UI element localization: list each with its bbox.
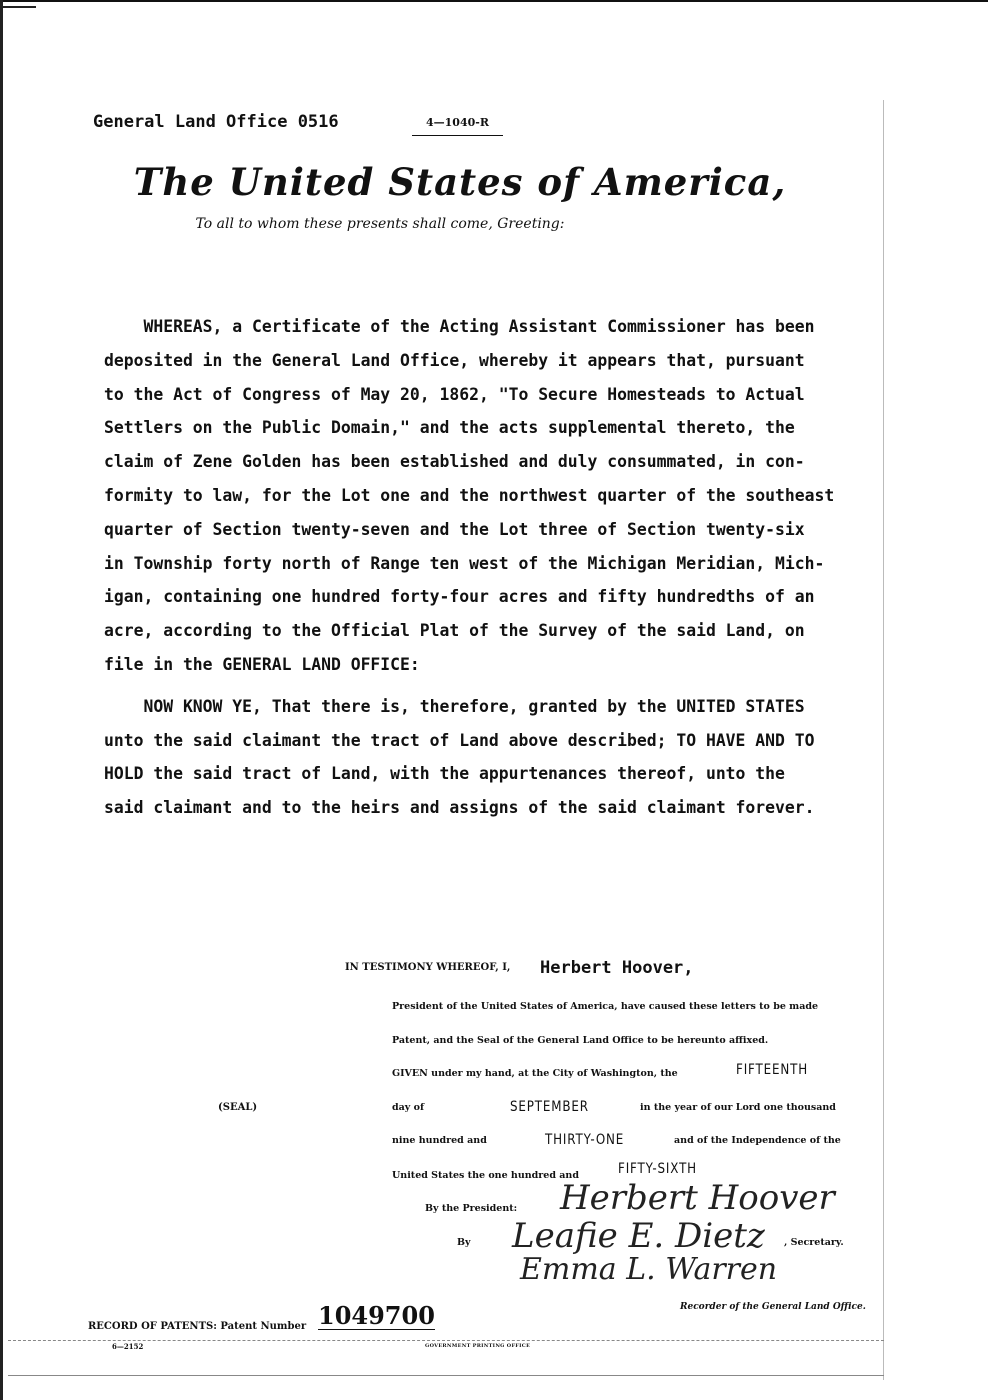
day-value: FIFTEENTH bbox=[736, 1062, 809, 1078]
secretary-signature: Leafie E. Dietz bbox=[512, 1216, 765, 1256]
body-line: acre, according to the Official Plat of the Survey of the said Land, on bbox=[104, 621, 805, 641]
independence-value: FIFTY-SIXTH bbox=[618, 1161, 697, 1177]
printer-imprint: GOVERNMENT PRINTING OFFICE bbox=[425, 1343, 531, 1349]
president-signature: Herbert Hoover bbox=[560, 1178, 835, 1218]
body-line: formity to law, for the Lot one and the northwest quarter of the southeast bbox=[104, 485, 835, 505]
testimony-line-1: President of the United States of America, have caused these letters to be made bbox=[392, 1001, 819, 1012]
united-states-label: United States the one hundred and bbox=[392, 1170, 579, 1181]
month-value: SEPTEMBER bbox=[510, 1099, 589, 1115]
body-line: quarter of Section twenty-seven and the Lot three of Section twenty-six bbox=[104, 519, 805, 539]
year-prefix: in the year of our Lord one thousand bbox=[640, 1102, 836, 1113]
document-title: The United States of America, bbox=[133, 160, 787, 204]
testimony-prefix: IN TESTIMONY WHEREOF, I, bbox=[345, 962, 511, 973]
body-line: igan, containing one hundred forty-four acres and fifty hundredths of an bbox=[104, 587, 815, 607]
body-line: claim of Zene Golden has been established and duly consummated, in con- bbox=[104, 452, 805, 472]
greeting-line: To all to whom these presents shall come, Greeting: bbox=[195, 216, 565, 232]
body-line: said claimant and to the heirs and assigns of the said claimant forever. bbox=[104, 798, 815, 818]
body-line: file in the GENERAL LAND OFFICE: bbox=[104, 654, 420, 674]
corner-mark bbox=[0, 6, 36, 8]
top-border bbox=[0, 0, 988, 8]
office-header: General Land Office 0516 bbox=[93, 112, 339, 132]
right-border bbox=[883, 100, 884, 1380]
body-line: in Township forty north of Range ten west of the Michigan Meridian, Mich- bbox=[104, 553, 825, 573]
given-prefix: GIVEN under my hand, at the City of Washington, the bbox=[392, 1068, 678, 1079]
body-line: WHEREAS, a Certificate of the Acting Assistant Commissioner has been bbox=[104, 317, 815, 336]
body-line: deposited in the General Land Office, whereby it appears that, pursuant bbox=[104, 350, 805, 370]
nine-hundred-label: nine hundred and bbox=[392, 1135, 487, 1146]
record-label: RECORD OF PATENTS: Patent Number bbox=[88, 1321, 307, 1332]
testimony-line-2: Patent, and the Seal of the General Land Office to be hereunto affixed. bbox=[392, 1035, 769, 1046]
body-line: Settlers on the Public Domain," and the acts supplemental thereto, the bbox=[104, 418, 795, 438]
body-line: HOLD the said tract of Land, with the appurtenances thereof, unto the bbox=[104, 764, 785, 784]
by-label: By bbox=[457, 1237, 471, 1248]
recorder-label: Recorder of the General Land Office. bbox=[680, 1302, 866, 1312]
body-line: NOW KNOW YE, That there is, therefore, granted by the UNITED STATES bbox=[104, 696, 805, 716]
by-president-label: By the President: bbox=[425, 1203, 518, 1214]
bottom-rule-dashed bbox=[8, 1340, 884, 1341]
body-line: unto the said claimant the tract of Land above described; TO HAVE AND TO bbox=[104, 730, 815, 750]
form-code: 6—2152 bbox=[112, 1342, 144, 1351]
form-number: 4—1040-R bbox=[412, 116, 503, 136]
independence-label: and of the Independence of the bbox=[674, 1135, 841, 1146]
bottom-rule bbox=[8, 1375, 884, 1376]
patent-number: 1049700 bbox=[318, 1301, 435, 1330]
president-name: Herbert Hoover, bbox=[540, 958, 694, 978]
left-border bbox=[0, 0, 3, 1400]
secretary-label: , Secretary. bbox=[784, 1237, 844, 1248]
seal-label: (SEAL) bbox=[218, 1102, 258, 1113]
body-line: to the Act of Congress of May 20, 1862, "To Secure Homesteads to Actual bbox=[104, 384, 805, 404]
recorder-signature: Emma L. Warren bbox=[520, 1252, 778, 1287]
patent-body bbox=[104, 310, 864, 825]
year-value: THIRTY-ONE bbox=[545, 1132, 625, 1148]
day-label: day of bbox=[392, 1102, 425, 1113]
